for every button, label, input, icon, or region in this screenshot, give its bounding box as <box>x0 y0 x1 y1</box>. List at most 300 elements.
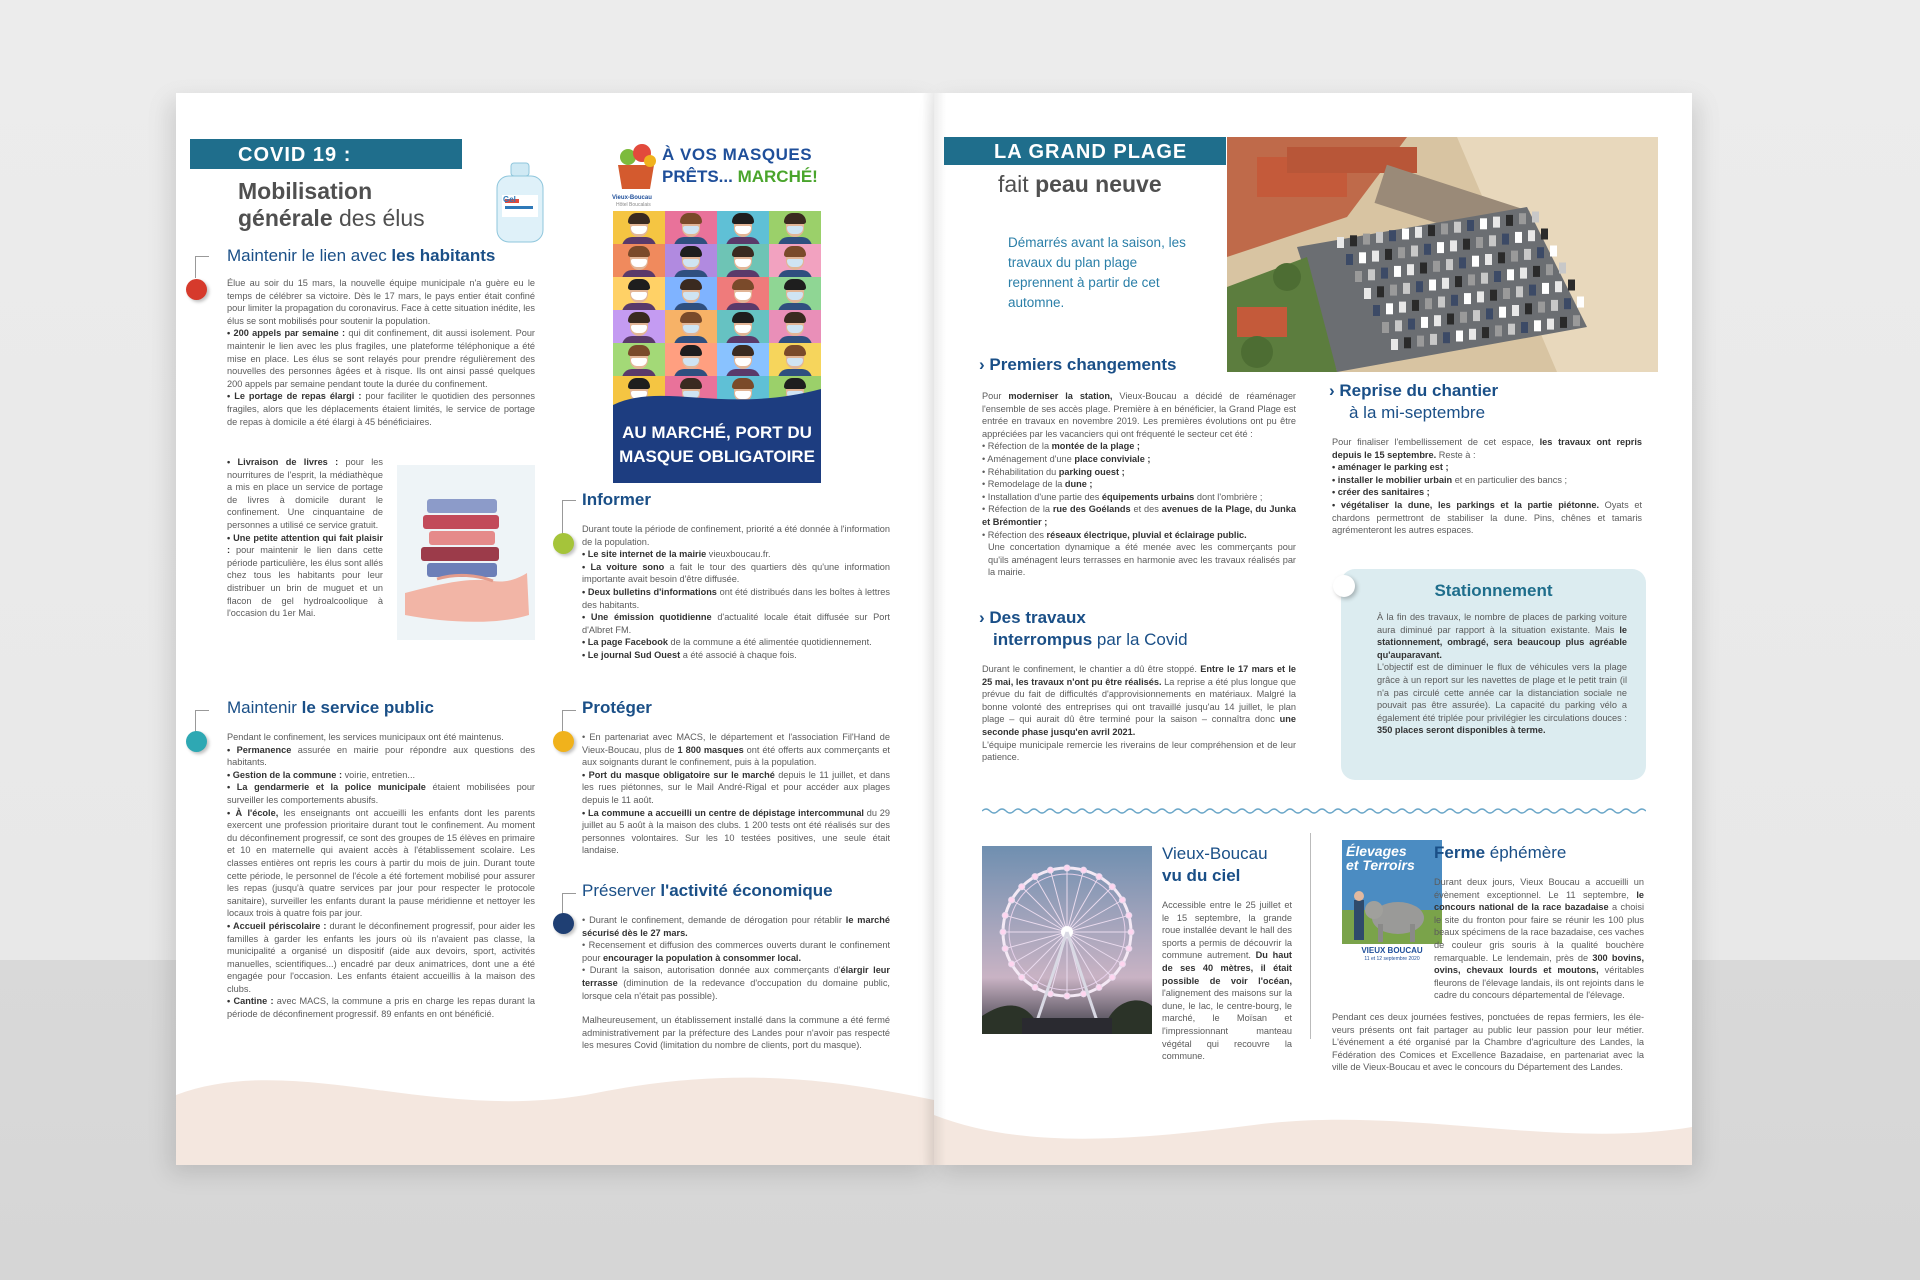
ciel-c-a: Accessible entre le 25 juillet et le 15 septembre, la grande roue installée devant le hall des sports a permis de découvrir la commune autrement. <box>1162 900 1292 961</box>
parked-car <box>1443 332 1450 343</box>
mask-poster <box>613 211 821 483</box>
ferme-title-bold: Ferme <box>1434 843 1486 862</box>
masked-face-tile <box>717 310 769 343</box>
parked-car <box>1532 212 1539 223</box>
books-hand-icon <box>397 465 535 640</box>
ferme-poster <box>1342 840 1442 964</box>
informer-text <box>582 523 890 662</box>
informer-intro: Durant toute la période de confinement, priorité a été donnée à l'information de la population. <box>582 524 890 547</box>
parked-car <box>1551 300 1558 311</box>
ferme-f-a: Durant deux jours, Vieux Boucau a accueilli un évènement exceptionnel. Le 11 septembre, <box>1434 877 1644 900</box>
ferris-cabin <box>1119 897 1125 903</box>
parked-car <box>1564 298 1571 309</box>
parked-car <box>1538 302 1545 313</box>
ferris-cabin <box>1109 974 1115 980</box>
parked-car <box>1498 252 1505 263</box>
parked-car <box>1542 283 1549 294</box>
parked-car <box>1469 329 1476 340</box>
lien-p3-lead: • Livraison de livres : <box>227 457 339 467</box>
covid-title-line1: Mobilisation <box>238 178 373 204</box>
service-s3-text: étaient mobilisées pour surveiller les comportements abusifs. <box>227 782 535 805</box>
plage-banner-text: LA GRAND PLAGE <box>994 141 1188 163</box>
eco-e3-a: • Durant la saison, autorisation donnée aux commerçants d' <box>582 965 841 976</box>
premiers-title-text: Premiers changements <box>989 355 1177 374</box>
ferme-title-light: éphémère <box>1485 843 1567 862</box>
ferme-poster-title-1: Élevages <box>1346 843 1407 859</box>
aerial-beach-photo <box>1227 137 1658 372</box>
ferris-cabin <box>1019 884 1025 890</box>
parked-car <box>1460 312 1467 323</box>
parked-car <box>1525 303 1532 314</box>
premiers-outro: Une concertation dynamique a été menée avec les commerçants pour qu'ils aménagent leurs terrasses en harmonie avec les travaux réalisés par la mairie. <box>988 542 1296 578</box>
masked-face-tile <box>717 277 769 310</box>
ferris-cabin <box>1128 929 1134 935</box>
parked-car <box>1472 256 1479 267</box>
ferme-poster-dates: 11 et 12 septembre 2020 <box>1364 956 1420 962</box>
parked-car <box>1402 229 1409 240</box>
lime-bullet-icon <box>553 533 574 554</box>
eco-outro: Malheureusement, un établissement installé dans la commune a été fermé administrativement par la préfecture des Landes pour n'avoir pas respecté les mesures Covid (limitation du nombre de clients, port du masque). <box>582 1015 890 1051</box>
informer-title: Informer <box>582 490 651 509</box>
parked-car <box>1381 268 1388 279</box>
masked-face-tile <box>769 277 821 310</box>
poster-title-2a: PRÊTS... <box>662 167 738 186</box>
proteger-text <box>582 731 890 857</box>
ferris-cabin <box>1000 929 1006 935</box>
ferme-f-f: Pendant ces deux journées festives, ponctuées de repas fermiers, les éleveurs présents ont fait partager au public leur passion pour leur métier. L'événement a été organisé par la Chambre d'agriculture des Landes, la Fédération des Comices et Excellence Bazadaise, en partenariat avec la ville de Vieux-Boucau et avec le concours du Département des Landes. <box>1332 1012 1644 1073</box>
masked-face-tile <box>717 211 769 244</box>
travaux-title-light: par la Covid <box>1092 630 1188 649</box>
parked-car <box>1485 254 1492 265</box>
ferris-cabin <box>1032 984 1038 990</box>
reprise-title-light: à la mi-septembre <box>1349 403 1486 422</box>
ferme-f-b: le concours national de la race bazadaise <box>1434 889 1644 913</box>
ferris-wheel-photo <box>982 846 1152 1034</box>
premiers-l5-c: dont l'ombrière ; <box>1194 491 1263 502</box>
premiers-intro-c: Vieux-Boucau a décidé de réaménager l'ensemble de ses accès plage. Première à en bénéficier, la Grand Plage est entrée en travaux en novembre 2019. Les premières évolutions ont pu être appréciées par les vacanciers qui ont fréquenté le secteur cet été : <box>982 391 1296 439</box>
parked-car <box>1394 266 1401 277</box>
parked-car <box>1411 246 1418 257</box>
masked-faces-grid <box>613 211 821 409</box>
chevron-right-icon: › <box>979 355 985 374</box>
ferris-cabin <box>1009 897 1015 903</box>
parked-car <box>1364 288 1371 299</box>
parked-car <box>1446 259 1453 270</box>
plage-banner <box>944 137 1226 165</box>
reprise-text <box>1332 436 1642 537</box>
ferme-poster-town: VIEUX BOUCAU <box>1361 946 1423 955</box>
parked-car <box>1420 263 1427 274</box>
ferme-title <box>1434 843 1566 863</box>
ferme-f-c: a choisi le site du fronton pour faire se réunir les 100 plus beaux spécimens de la race bazadaise, ces vaches de couleur gris souris à la qualité bouchère remarquable. Le lendemain, près de <box>1434 902 1644 963</box>
proteger-t1-b: 1 800 masques <box>677 744 744 755</box>
parked-car <box>1368 269 1375 280</box>
parked-car <box>1546 264 1553 275</box>
ferris-cabin <box>1064 993 1070 999</box>
lien-p1-lead: • 200 appels par semaine : <box>227 328 346 339</box>
premiers-l5-a: • Installation d'une partie des <box>982 491 1102 502</box>
ciel-title <box>1162 843 1268 887</box>
premiers-l7-a: • Réfection des <box>982 529 1047 540</box>
covid-title-light: des élus <box>332 205 425 231</box>
informer-i1-lead: • Le site internet de la mairie <box>582 549 707 560</box>
poster-bottom-2: MASQUE OBLIGATOIRE <box>619 447 815 466</box>
parked-car <box>1395 320 1402 331</box>
parked-car <box>1451 295 1458 306</box>
parked-car <box>1534 320 1541 331</box>
stationnement-s-c: L'objectif est de diminuer le flux de véhicules vers la plage grâce à un report sur les navettes de plage et le petit train (il n'a pas circulé cette année car la distanciation sociale ne pouvait pas être assurée). La capacité du parking vélo a également été triplée pour privilégier les circulations douces : <box>1377 662 1627 723</box>
premiers-l2-b: place conviviale ; <box>1074 453 1151 464</box>
parked-car <box>1355 271 1362 282</box>
poster-logo-sub: Hôtel Boucalais <box>616 202 651 208</box>
parked-car <box>1346 254 1353 265</box>
poster-title-1: À VOS MASQUES <box>662 145 813 164</box>
parked-car <box>1533 266 1540 277</box>
covid-banner-text: COVID 19 : <box>238 144 352 166</box>
parked-car <box>1495 325 1502 336</box>
proteger-t1-c: ont été offerts aux commerçants et aux soignants durant le confinement, puis à la population. <box>582 744 890 768</box>
reprise-title <box>1329 380 1498 424</box>
ferris-cabin <box>1064 865 1070 871</box>
parked-car <box>1512 305 1519 316</box>
parked-car <box>1577 297 1584 308</box>
reprise-r2-a: • installer le mobilier urbain <box>1332 474 1453 485</box>
books-illustration <box>397 465 535 640</box>
service-title-light: Maintenir <box>227 698 302 717</box>
parked-car <box>1441 223 1448 234</box>
premiers-l6-b: rue des Goélands <box>1052 504 1131 515</box>
parked-car <box>1425 298 1432 309</box>
lien-intro: Élue au soir du 15 mars, la nouvelle équipe municipale n'a guère eu le temps de célébrer sa victoire. Dès le 17 mars, le pays entier était confiné pour limiter la propagation du coronavirus. Face à cette situation inédite, les élus se sont mobilisés pour soutenir la population. <box>227 278 535 326</box>
parked-car <box>1547 319 1554 330</box>
parked-car <box>1490 290 1497 301</box>
reprise-r4-b: Oyats et chardons permettront de stabiliser la dune. Pins, chênes et tamaris agrémenteront les autres espaces. <box>1332 499 1642 536</box>
parked-car <box>1528 230 1535 241</box>
parked-car <box>1568 280 1575 291</box>
parked-car <box>1506 215 1513 226</box>
travaux-title-1: Des travaux <box>989 608 1086 627</box>
masked-face-tile <box>613 343 665 376</box>
proteger-t2-lead: • Port du masque obligatoire sur le marché <box>582 769 775 780</box>
travaux-t-c: La reprise a été plus longue que prévue du fait de difficultés d'approvisionnements en matériaux. Malgré la bonne volonté des entreprises qui ont travaillé jusqu'au 14 juillet, le plan plage – qui aurait dû être terminé pour la saison – connaîtra donc <box>982 676 1297 725</box>
gel-label: Gel <box>503 195 516 204</box>
poster-title-2 <box>662 167 818 187</box>
ferris-cabin <box>1032 874 1038 880</box>
informer-i6-text: a été associé à chaque fois. <box>680 649 797 660</box>
reprise-intro-b: les travaux ont repris depuis le 15 septembre. <box>1332 437 1642 460</box>
masked-face-tile <box>665 211 717 244</box>
parked-car <box>1428 225 1435 236</box>
lien-p2-text: pour faciliter le quotidien des personnes fragiles, alors que les déplacements étaient limités, le service de portage de repas à domicile a été élargi à 45 bénéficiaires. <box>227 391 535 427</box>
stationnement-s-a: À la fin des travaux, le nombre de places de parking voiture aura diminué par rapport à la situation existante. Mais <box>1377 612 1627 635</box>
parked-car <box>1417 336 1424 347</box>
masked-face-tile <box>769 310 821 343</box>
ferris-cabin <box>1081 867 1087 873</box>
stationnement-s-b: le stationnement, ombragé, sera beaucoup plus agréable qu'auparavant. <box>1377 624 1627 660</box>
eco-e2-b: encourager la population à consommer local. <box>602 952 802 963</box>
service-s2-text: voirie, entretien... <box>342 769 416 780</box>
service-s4-text: les enseignants ont accueilli les enfants dont les parents exercent une profession prioritaire durant tout le confinement. Au moment du déconfinement progressif, ce sont des groupes de 15 élèves en primaire et 10 en maternelle qui avaient accès à l'établissement scolaire. Les classes entières ont repris les cours à partir du mois de juin. Durant toute cette période, le personnel de l'école a été fortement mobilisé pour assurer les repas (jusqu'à quatre services par jour pour respecter le protocole sanitaire), surveiller les enfants durant la pause méridienne et nettoyer les locaux trois à quatre fois par jour. <box>227 807 535 919</box>
parked-car <box>1499 307 1506 318</box>
parked-car <box>1407 264 1414 275</box>
parked-car <box>1404 337 1411 348</box>
parked-car <box>1541 229 1548 240</box>
masked-face-tile <box>613 244 665 277</box>
lien-text <box>227 277 535 428</box>
parked-car <box>1508 324 1515 335</box>
stationnement-s-d: 350 places seront disponibles à terme. <box>1377 725 1546 736</box>
eco-e1-a: • Durant le confinement, demande de dérogation pour rétablir <box>582 915 846 925</box>
parked-car <box>1434 315 1441 326</box>
parked-car <box>1486 308 1493 319</box>
parked-car <box>1524 249 1531 260</box>
masked-face-tile <box>613 277 665 310</box>
parked-car <box>1481 273 1488 284</box>
premiers-l1-a: • Réfection de la <box>982 441 1052 452</box>
eco-e3-c: (diminution de la redevance d'occupation du domaine public, lorsque cela n'était pas possible). <box>582 977 890 1001</box>
lien-p4-text: pour maintenir le lien dans cette période particulière, les élus sont allés chez tous les habitants pour leur distribuer un brin de muguet et un flacon de gel hydroalcoolique à l'occasion du 1er Mai. <box>227 545 383 619</box>
parked-car <box>1494 271 1501 282</box>
covid-banner <box>190 139 462 169</box>
eco-title-bold: l'activité économique <box>660 881 833 900</box>
parked-car <box>1416 281 1423 292</box>
informer-i2-text: a fait le tour des quartiers dès qu'une information importante avait besoin d'être diffusée. <box>582 561 890 585</box>
eco-e3-b: élargir leur terrasse <box>582 965 890 988</box>
travaux-t-e: L'équipe municipale remercie les riverains de leur compréhension et de leur patience. <box>982 739 1296 763</box>
ferris-cabin <box>1096 874 1102 880</box>
teal-bullet-icon <box>186 731 207 752</box>
masked-face-tile <box>665 343 717 376</box>
parked-car <box>1403 283 1410 294</box>
parked-car <box>1363 234 1370 245</box>
parked-car <box>1429 280 1436 291</box>
eco-title-light: Préserver <box>582 881 661 900</box>
parked-car <box>1455 276 1462 287</box>
parked-car <box>1412 300 1419 311</box>
parked-car <box>1493 217 1500 228</box>
parked-car <box>1415 227 1422 238</box>
gel-bottle-icon <box>492 161 548 245</box>
premiers-l4-a: • Remodelage de la <box>982 479 1065 490</box>
parked-car <box>1559 263 1566 274</box>
parked-car <box>1463 239 1470 250</box>
parked-car <box>1477 291 1484 302</box>
premiers-title <box>979 355 1177 375</box>
book-spine-shadow <box>922 93 946 1165</box>
lien-p3-text: pour les nourritures de l'esprit, la médiathèque a mis en place un service de portage de livres à domicile durant le confinement. Une cinquantaine de personnes a utilisé ce service gratuit. <box>227 457 383 530</box>
masked-face-tile <box>665 310 717 343</box>
service-title <box>227 698 434 718</box>
travaux-t-a: Durant le confinement, le chantier a dû être stoppé. <box>982 664 1201 674</box>
right-page <box>934 93 1692 1165</box>
eco-e2-a: • Recensement et diffusion des commerces ouverts durant le confinement pour <box>582 940 890 963</box>
ferris-cabin <box>1126 946 1132 952</box>
ferme-poster-title <box>1346 844 1415 872</box>
ferris-cabin <box>1096 984 1102 990</box>
service-s6-text: avec MACS, la commune a pris en charge les repas durant la période de déconfinement progressif. 89 enfants en ont bénéficié. <box>227 996 536 1020</box>
parked-car <box>1555 281 1562 292</box>
lien-p1-text: qui dit confinement, dit aussi isolement. Pour maintenir le lien avec les plus fragiles, une plateforme téléphonique a été mise en place. Les élus se sont relayés pour prendre régulièrement des nouvelles des personnes âgées et à risque. Ils ont ainsi passé quelques 200 appels par semaine pendant toute la durée du confinement. <box>227 328 535 389</box>
proteger-t2-text: depuis le 11 juillet, et dans les rues piétonnes, sur le Mail André-Rigal et pour accéder aux plages depuis le 11 août. <box>582 769 890 805</box>
ferme-text-wide <box>1332 1011 1644 1074</box>
parked-car <box>1529 285 1536 296</box>
parked-car <box>1391 339 1398 350</box>
reprise-intro-c: Reste à : <box>1436 449 1476 460</box>
masked-face-tile <box>717 343 769 376</box>
premiers-l5-b: équipements urbains <box>1101 491 1195 502</box>
ferris-wheel-image <box>982 846 1152 1034</box>
lien-p2-lead: • Le portage de repas élargi : <box>227 391 362 402</box>
parked-car <box>1421 317 1428 328</box>
service-intro: Pendant le confinement, les services municipaux ont été maintenus. <box>227 732 504 742</box>
premiers-intro-b: moderniser la station, <box>1008 391 1113 401</box>
covid-title <box>238 178 425 232</box>
service-s1-text: assurée en mairie pour répondre aux questions des habitants. <box>227 744 535 768</box>
ferris-cabin <box>1047 867 1053 873</box>
travaux-t-d: une seconde phase jusqu'en avril 2021. <box>982 714 1296 737</box>
parked-car <box>1386 303 1393 314</box>
masked-face-tile <box>769 211 821 244</box>
masked-face-tile <box>665 277 717 310</box>
parked-car <box>1430 334 1437 345</box>
parked-car <box>1398 247 1405 258</box>
parked-car <box>1408 319 1415 330</box>
informer-i3-lead: • Deux bulletins d'informations <box>582 586 717 597</box>
parked-car <box>1442 278 1449 289</box>
premiers-l7-b: réseaux électrique, pluvial et éclairage public. <box>1046 529 1247 540</box>
parked-car <box>1473 310 1480 321</box>
service-text <box>227 731 535 1021</box>
aerial-parking-image <box>1227 137 1658 372</box>
masked-face-tile <box>665 244 717 277</box>
premiers-l1-b: montée de la plage ; <box>1051 441 1140 452</box>
stationnement-text <box>1377 611 1627 737</box>
lien-title-light: Maintenir le lien avec <box>227 246 392 265</box>
parked-car <box>1376 232 1383 243</box>
parked-car <box>1350 235 1357 246</box>
service-s4-lead: • À l'école, <box>227 807 279 818</box>
informer-i1-text: vieuxboucau.fr. <box>706 549 771 560</box>
travaux-t-b: Entre le 17 mars et le 25 mai, les travaux n'ont pu être réalisés. <box>982 664 1296 687</box>
informer-i4-lead: • Une émission quotidienne <box>582 612 712 623</box>
masked-face-tile <box>717 244 769 277</box>
plage-lead: Démarrés avant la saison, les travaux du plan plage reprennent à partir de cet automne. <box>1008 235 1186 310</box>
parked-car <box>1511 251 1518 262</box>
masked-face-tile <box>613 310 665 343</box>
parked-car <box>1516 286 1523 297</box>
parked-car <box>1437 242 1444 253</box>
informer-i5-lead: • La page Facebook <box>582 637 668 648</box>
parked-car <box>1382 322 1389 333</box>
parked-car <box>1385 249 1392 260</box>
ferris-cabin <box>1109 884 1115 890</box>
premiers-intro-a: Pour <box>982 391 1009 401</box>
proteger-t3-text: du 29 juillet au 5 août à la maison des clubs. 1 200 tests ont été réalisés sur des personnes volontaires. Sur les 10 testées positives, une seule était landaise. <box>582 807 890 856</box>
proteger-t3-lead: • La commune a accueilli un centre de dépistage intercommunal <box>582 807 864 818</box>
informer-i2-lead: • La voiture sono <box>582 561 665 572</box>
masked-face-tile <box>769 244 821 277</box>
service-s2-lead: • Gestion de la commune : <box>227 769 343 780</box>
ciel-c-b: Du haut de ses 40 mètres, il était possible de voir l'océan, <box>1162 950 1292 986</box>
premiers-text <box>982 390 1296 579</box>
eco-title <box>582 881 833 901</box>
wavy-divider <box>982 807 1646 815</box>
parked-car <box>1482 327 1489 338</box>
service-title-bold: le service public <box>301 698 434 717</box>
premiers-l4-b: dune ; <box>1064 479 1093 490</box>
premiers-l6-a: • Réfection de la <box>982 504 1053 515</box>
service-s5-text: durant le déconfinement progressif, pour aider les familles à garder les enfants les jours où ils n'avaient pas classe, la municipalité a organisé un dispositif (aide aux devoirs, sport, activités manuelles, scientifiques...) encadré par deux animatrices, dont une a été engagée pour l'occasion. Les enfants étaient accueillis à la maison des clubs. <box>227 920 536 994</box>
lien-title <box>227 246 495 266</box>
masked-face-tile <box>769 343 821 376</box>
poster-header <box>610 139 822 208</box>
reprise-r1: • aménager le parking est ; <box>1332 462 1449 473</box>
parked-car <box>1433 261 1440 272</box>
parked-car <box>1489 235 1496 246</box>
travaux-text <box>982 663 1296 764</box>
service-s1-lead: • Permanence <box>227 744 292 755</box>
ferme-f-d: 300 bovins, ovins, chevaux lourds et moutons, <box>1434 952 1645 976</box>
plage-sub-light: fait <box>998 171 1036 197</box>
parked-car <box>1573 315 1580 326</box>
parked-car <box>1377 286 1384 297</box>
poster-logo-text: Vieux-Boucau <box>612 195 652 201</box>
eco-text <box>582 914 890 1052</box>
stationnement-title: Stationnement <box>1434 581 1553 600</box>
poster-bottom-1: AU MARCHÉ, PORT DU <box>622 423 812 442</box>
informer-i6-lead: • Le journal Sud Ouest <box>582 649 681 660</box>
premiers-l3-a: • Réhabilitation du <box>982 466 1059 477</box>
yellow-bullet-icon <box>553 731 574 752</box>
ferme-poster-title-2: et Terroirs <box>1346 857 1415 873</box>
reprise-r4-a: • végétaliser la dune, les parkings et la partie piétonne. <box>1332 499 1600 510</box>
premiers-l6-c: et des <box>1130 504 1162 515</box>
chevron-right-icon: › <box>979 608 985 627</box>
informer-i3-text: ont été distribués dans les boîtes à lettres des habitants. <box>582 586 891 610</box>
parked-car <box>1515 232 1522 243</box>
proteger-t1-a: • En partenariat avec MACS, le département et l'association Fil'Hand de Vieux-Boucau, plus de <box>582 732 890 755</box>
ciel-title-bold: vu du ciel <box>1162 866 1241 885</box>
stationnement-box <box>1341 569 1646 780</box>
parked-car <box>1359 252 1366 263</box>
ciel-c-c: l'alignement des maisons sur la dune, le lac, le centre-bourg, le marché, le Moïsan et l'impressionnant manteau végétal qui recouvre la commune. <box>1162 988 1292 1062</box>
parked-car <box>1520 268 1527 279</box>
parked-car <box>1389 230 1396 241</box>
navy-bullet-icon <box>553 913 574 934</box>
parked-car <box>1373 305 1380 316</box>
parked-car <box>1537 247 1544 258</box>
informer-i4-text: d'actualité locale était diffusée sur Port d'Albret FM. <box>582 612 890 635</box>
covid-title-bold: générale <box>238 205 333 231</box>
parked-car <box>1372 251 1379 262</box>
eco-e1-b: le marché sécurisé dès le 27 mars. <box>582 915 890 938</box>
plage-sub-bold: peau neuve <box>1035 171 1162 197</box>
parked-car <box>1390 285 1397 296</box>
parked-car <box>1337 237 1344 248</box>
masked-face-tile <box>613 211 665 244</box>
reprise-r3: • créer des sanitaires ; <box>1332 487 1430 498</box>
bottom-wave-decoration <box>176 1055 934 1165</box>
parked-car <box>1456 331 1463 342</box>
reprise-r2-b: et en particulier des bancs ; <box>1452 474 1568 485</box>
ferme-text-narrow <box>1434 876 1644 1002</box>
premiers-l2-a: • Aménagement d'une <box>982 453 1075 464</box>
parked-car <box>1519 213 1526 224</box>
parked-car <box>1502 234 1509 245</box>
parked-car <box>1467 220 1474 231</box>
ciel-text <box>1162 899 1292 1063</box>
ferme-f-e: véritables fleurons de l'élevage landais, ils ont rejoints dans le cadre du concours départemental de l'élevage. <box>1434 965 1644 1001</box>
